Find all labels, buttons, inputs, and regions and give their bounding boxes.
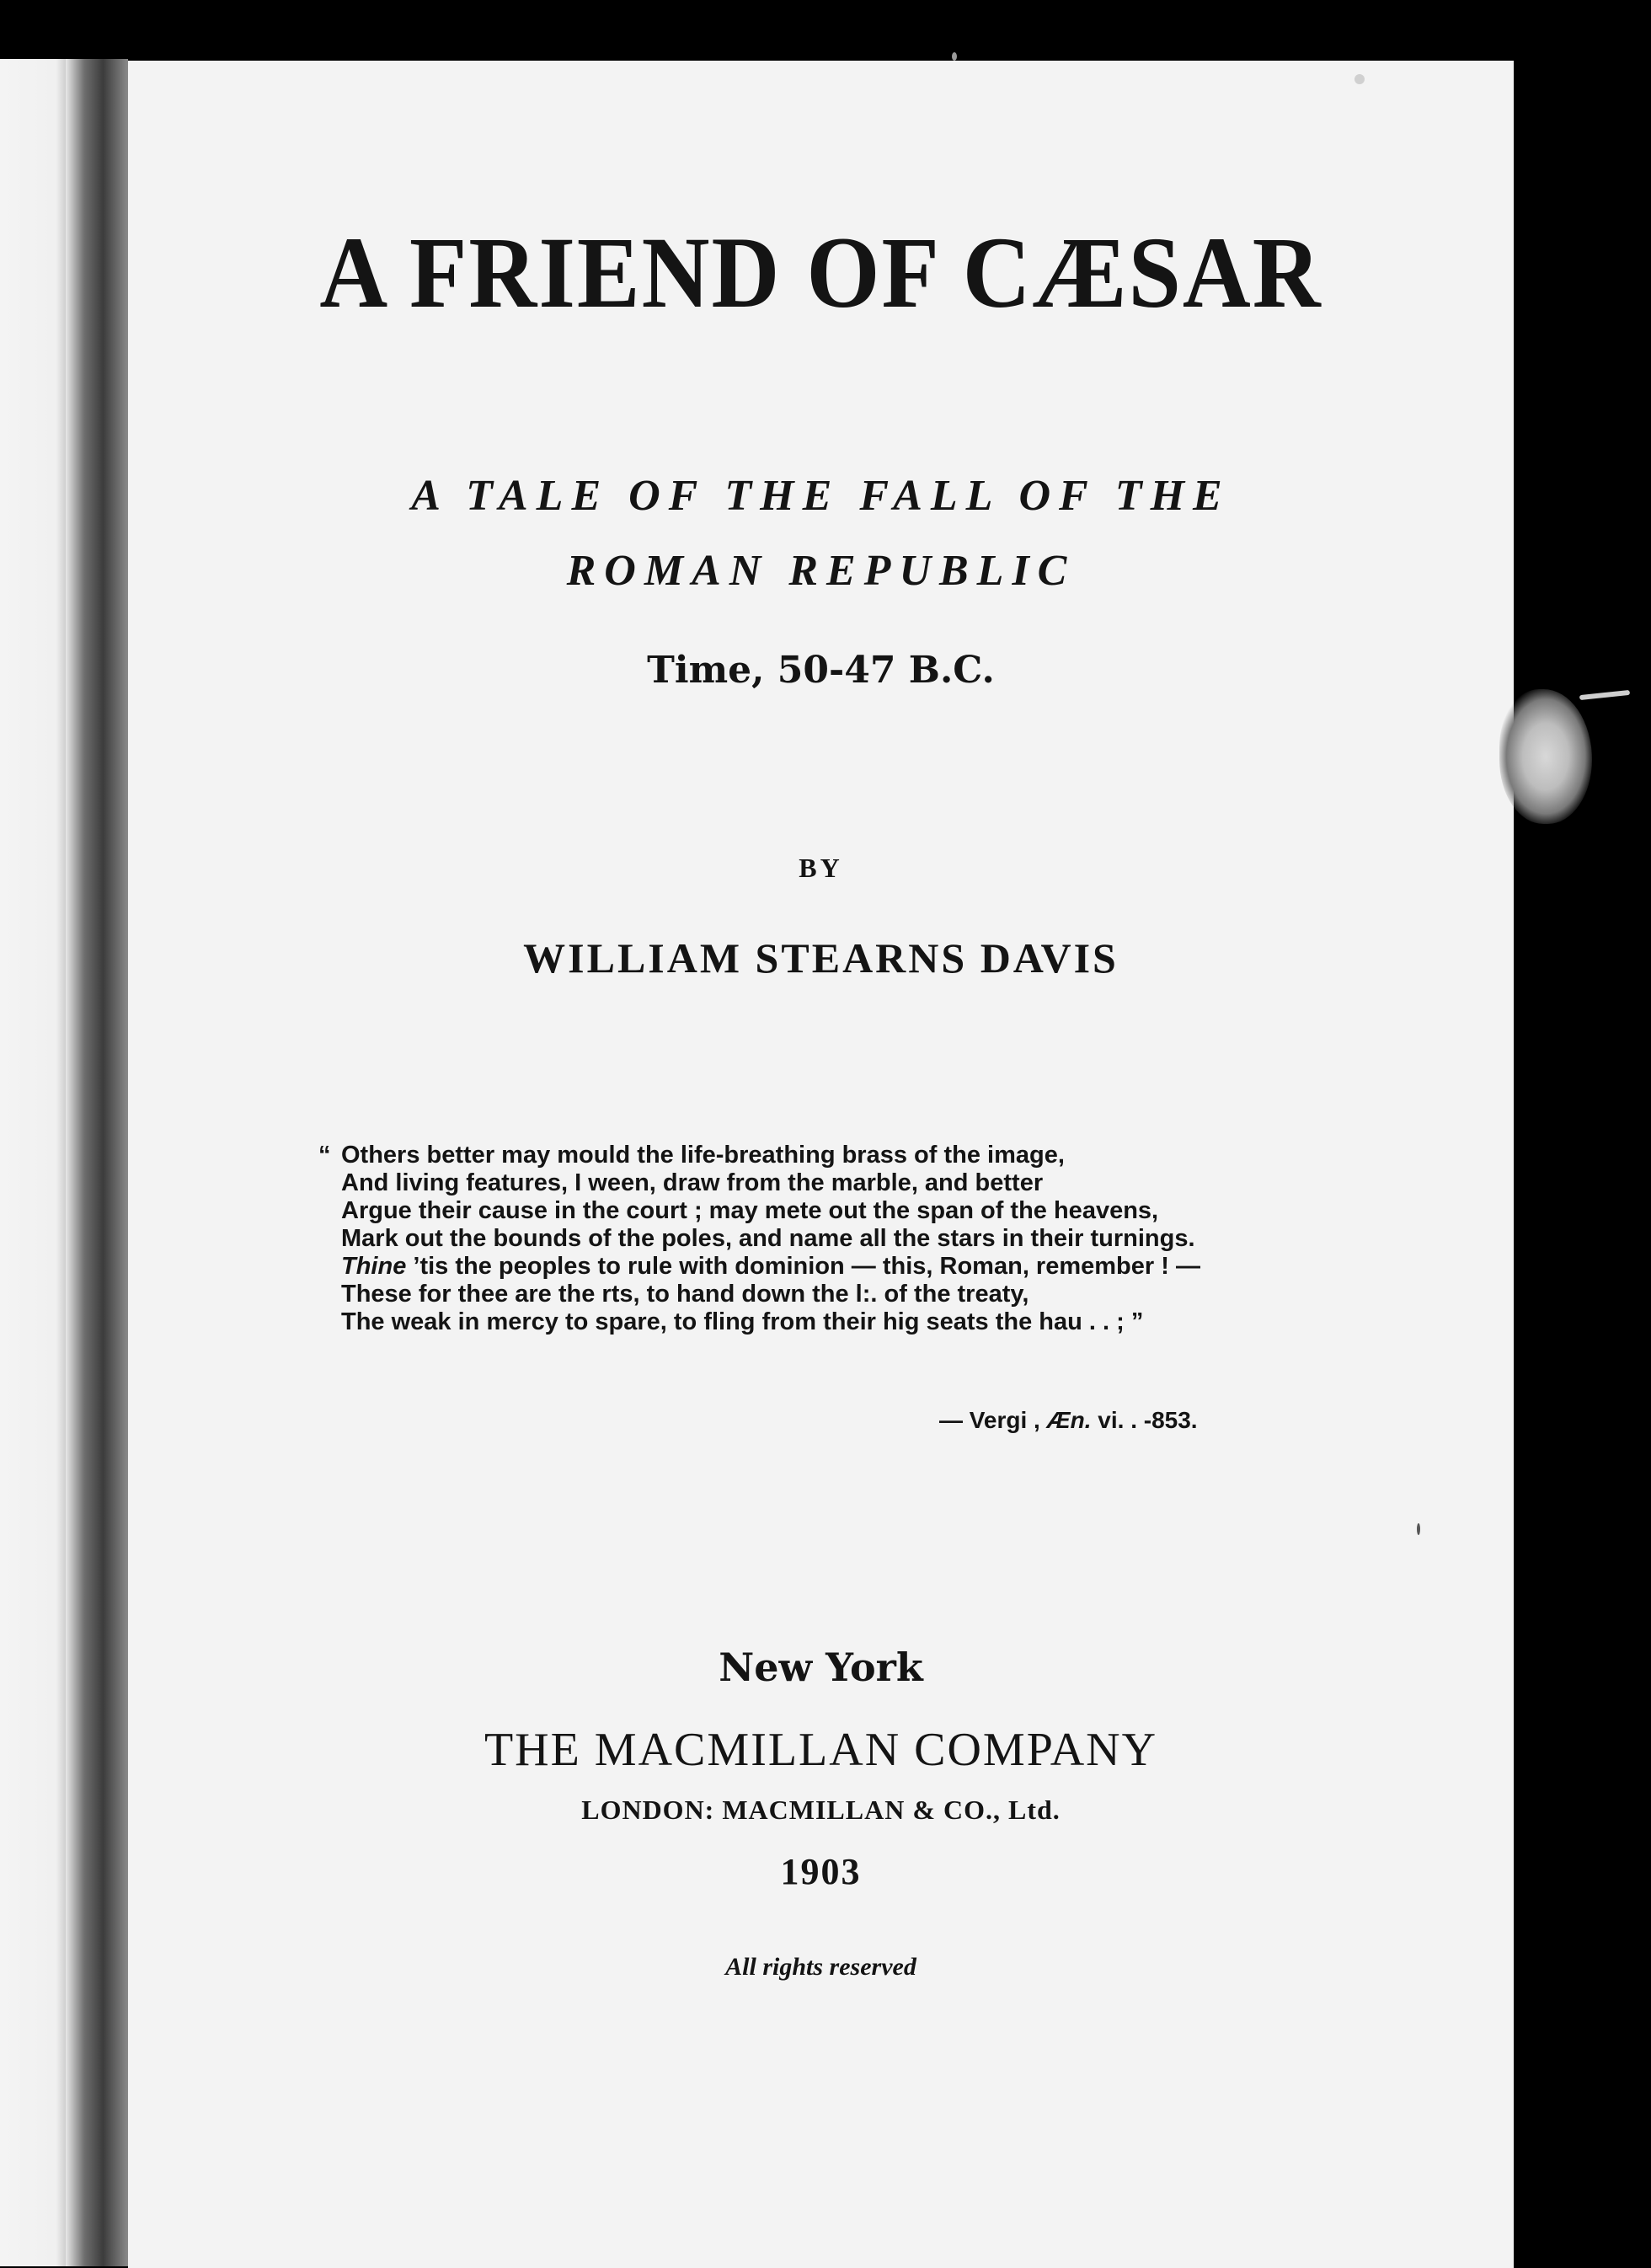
imprint-city: New York xyxy=(719,1645,923,1690)
subtitle-line-1: A TALE OF THE FALL OF THE xyxy=(411,472,1231,520)
epigraph-open-quote: “ xyxy=(318,1142,331,1169)
book-title: A FRIEND OF CÆSAR xyxy=(319,217,1322,329)
epigraph-line-5 xyxy=(341,1253,1285,1281)
epigraph-line-1: Others better may mould the life-breathing brass of the image, xyxy=(341,1142,1065,1169)
epigraph-line-7: The weak in mercy to spare, to fling from their hig seats the hau . . ; ” xyxy=(341,1308,1144,1335)
speck xyxy=(952,52,957,61)
epigraph-line-4: Mark out the bounds of the poles, and name all the stars in their turnings. xyxy=(341,1225,1195,1252)
attribution-suffix: vi. . -853. xyxy=(1091,1407,1198,1433)
epigraph xyxy=(318,1142,1285,1336)
paper-damage-stain xyxy=(1499,689,1592,824)
speck xyxy=(1417,1523,1420,1535)
rights-notice: All rights reserved xyxy=(725,1953,916,1981)
speck xyxy=(1354,74,1365,84)
epigraph-attribution xyxy=(939,1407,1198,1434)
adjacent-page-edge xyxy=(0,59,66,2266)
epigraph-line-2: And living features, I ween, draw from the marble, and better xyxy=(341,1169,1044,1196)
epigraph-line-5-emphasis: Thine xyxy=(341,1253,407,1280)
by-label: BY xyxy=(799,853,843,883)
epigraph-line-5-rest: ’tis the peoples to rule with dominion — this, Roman, remember ! — xyxy=(406,1253,1200,1280)
publisher-london: LONDON: MACMILLAN & CO., Ltd. xyxy=(581,1795,1061,1825)
publisher-name: THE MACMILLAN COMPANY xyxy=(484,1724,1158,1776)
subtitle-line-2: ROMAN REPUBLIC xyxy=(566,547,1076,595)
epigraph-line-3: Argue their cause in the court ; may mete out the span of the heavens, xyxy=(341,1197,1159,1224)
attribution-prefix: — Vergi , xyxy=(939,1407,1047,1433)
publication-year: 1903 xyxy=(780,1851,862,1892)
book-spine-shadow xyxy=(66,59,128,2266)
epigraph-line-6: These for thee are the rts, to hand down the l:. of the treaty, xyxy=(341,1281,1029,1308)
paper-damage-fleck xyxy=(1579,690,1630,700)
time-period: Time, 50-47 B.C. xyxy=(647,649,995,692)
author-name: WILLIAM STEARNS DAVIS xyxy=(523,934,1119,982)
attribution-work: Æn. xyxy=(1046,1407,1092,1433)
